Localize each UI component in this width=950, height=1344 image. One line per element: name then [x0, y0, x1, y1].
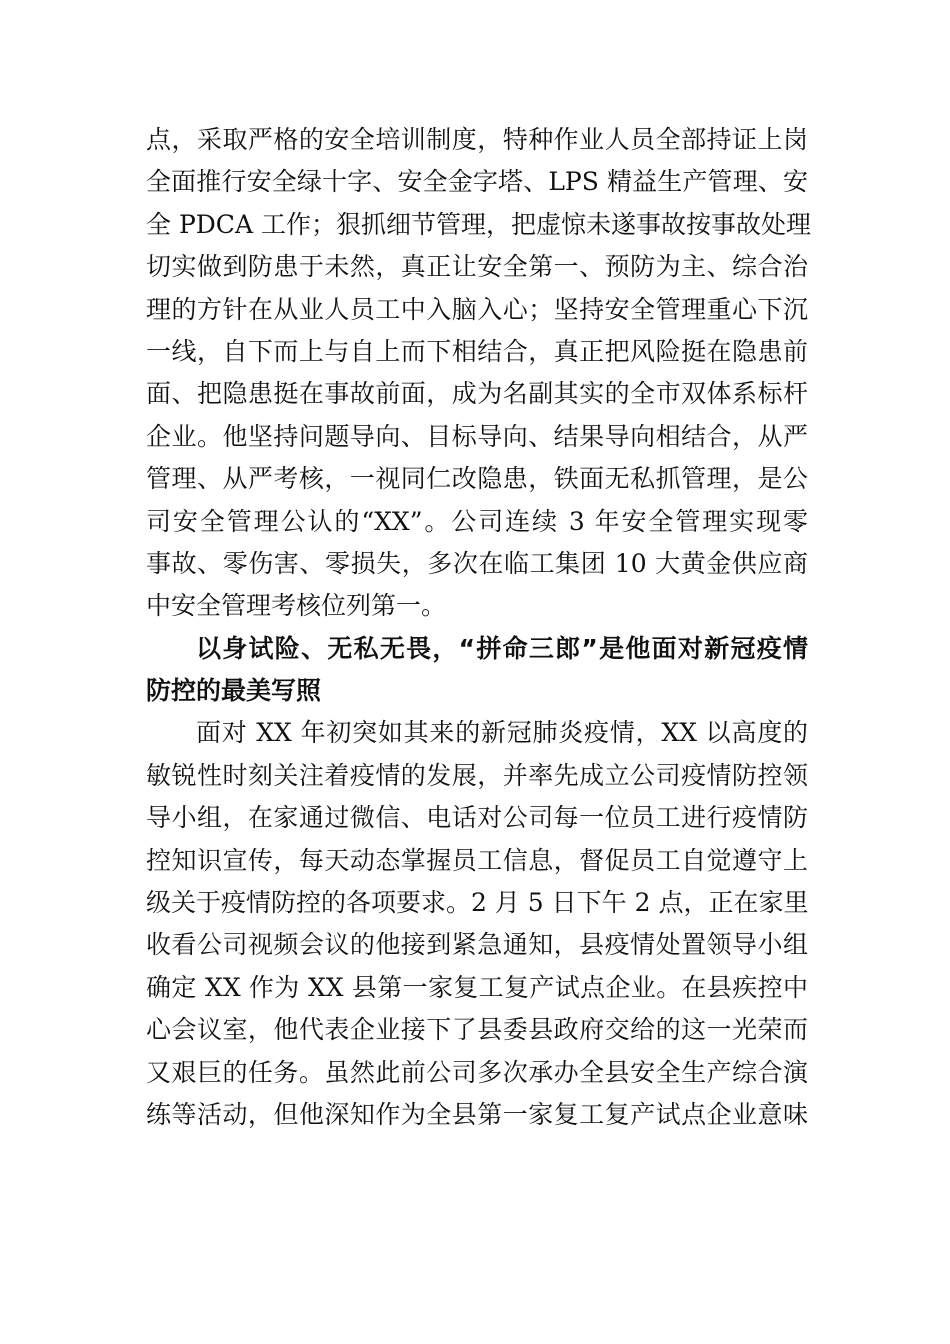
paragraph-epidemic-response: [146, 712, 808, 1136]
document-page: [146, 119, 811, 1136]
text-line: 练等活动，但他深知作为全县第一家复工复产试点企业意味: [146, 1099, 808, 1129]
text-line: 心会议室，他代表企业接下了县委县政府交给的这一光荣而: [146, 1015, 808, 1045]
text-line: 敏锐性时刻关注着疫情的发展，并率先成立公司疫情防控领: [146, 760, 808, 790]
text-line: 面对 XX 年初突如其来的新冠肺炎疫情，XX 以高度的: [196, 718, 808, 748]
paragraph-safety-management: [146, 119, 811, 628]
section-heading: [146, 628, 808, 713]
text-line: 中安全管理考核位列第一。: [146, 591, 447, 621]
text-line: 理的方针在从业人员工中入脑入心；坚持安全管理重心下沉: [146, 294, 808, 324]
text-line: 事故、零伤害、零损失，多次在临工集团 10 大黄金供应商: [146, 548, 808, 578]
text-line: 收看公司视频会议的他接到紧急通知，县疫情处置领导小组: [146, 930, 808, 960]
text-line: 面、把隐患挺在事故前面，成为名副其实的全市双体系标杆: [146, 379, 808, 409]
text-line: 司安全管理公认的“XX”。公司连续 3 年安全管理实现零: [146, 506, 808, 536]
text-line: 控知识宣传，每天动态掌握员工信息，督促员工自觉遵守上: [146, 845, 808, 875]
heading-line: 防控的最美写照: [146, 676, 322, 706]
text-line: 企业。他坚持问题导向、目标导向、结果导向相结合，从严: [146, 421, 808, 451]
text-line: 切实做到防患于未然，真正让安全第一、预防为主、综合治: [146, 252, 808, 282]
text-line: 管理、从严考核，一视同仁改隐患，铁面无私抓管理，是公: [146, 464, 808, 494]
text-line: 确定 XX 作为 XX 县第一家复工复产试点企业。在县疾控中: [146, 972, 808, 1002]
heading-line: 以身试险、无私无畏，“拼命三郎”是他面对新冠疫情: [196, 633, 808, 663]
text-line: 全面推行安全绿十字、安全金字塔、LPS 精益生产管理、安: [146, 167, 808, 197]
text-line: 导小组，在家通过微信、电话对公司每一位员工进行疫情防: [146, 803, 808, 833]
text-line: 点，采取严格的安全培训制度，特种作业人员全部持证上岗: [146, 125, 808, 154]
text-line: 一线，自下而上与自上而下相结合，真正把风险挺在隐患前: [146, 336, 808, 366]
text-line: 级关于疫情防控的各项要求。2 月 5 日下午 2 点，正在家里: [146, 888, 809, 918]
text-line: 全 PDCA 工作；狠抓细节管理，把虚惊未遂事故按事故处理: [146, 209, 811, 239]
text-line: 又艰巨的任务。虽然此前公司多次承办全县安全生产综合演: [146, 1057, 808, 1087]
